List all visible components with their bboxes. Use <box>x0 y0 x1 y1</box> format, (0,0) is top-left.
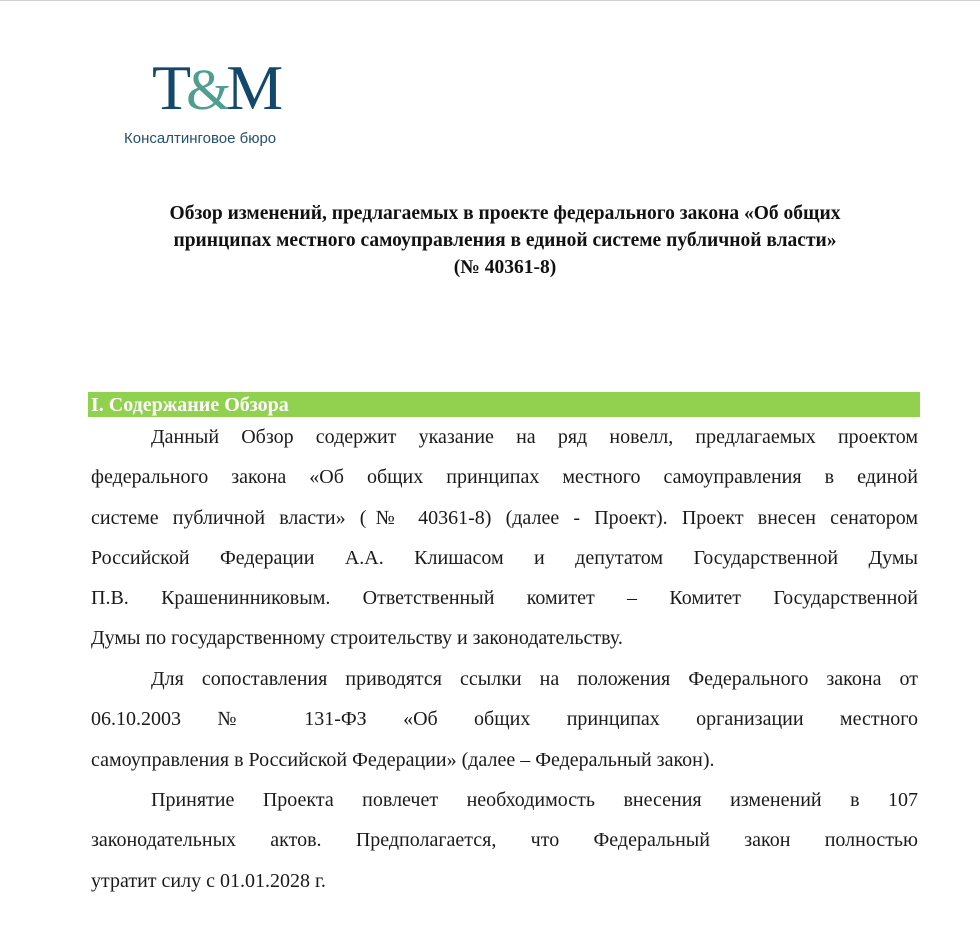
logo-letter-t: T <box>152 52 190 123</box>
company-logo <box>118 52 318 152</box>
text-line: Для сопоставления приводятся ссылки на положения Федерального закона от <box>151 668 918 690</box>
page-edge <box>0 0 980 1</box>
paragraph-1 <box>91 417 918 659</box>
text-line: федерального закона «Об общих принципах местного самоуправления в единой <box>91 466 918 489</box>
document-title <box>60 200 950 281</box>
section-heading: I. Содержание Обзора <box>91 394 289 416</box>
text-line: системе публичной власти» (№ 40361-8) (далее - Проект). Проект внесен сенатором <box>91 506 918 529</box>
text-line: Принятие Проекта повлечет необходимость внесения изменений в 107 <box>151 789 918 811</box>
paragraph-2 <box>91 659 918 780</box>
text-line: 06.10.2003 № 131-ФЗ «Об общих принципах организации местного <box>91 708 918 731</box>
text-line: П.В. Крашенинниковым. Ответственный комитет – Комитет Государственной <box>91 587 918 610</box>
logo-letter-m: M <box>226 52 282 123</box>
text-line: Думы по государственному строительству и законодательству. <box>91 627 623 650</box>
text-line: Российской Федерации А.А. Клишасом и депутатом Государственной Думы <box>91 546 918 569</box>
text-line: самоуправления в Российской Федерации» (далее – Федеральный закон). <box>91 748 715 771</box>
logo-subtitle: Консалтинговое бюро <box>124 130 277 147</box>
logo-mark <box>152 52 282 123</box>
logo-ampersand: & <box>186 57 230 122</box>
text-line: утратит силу с 01.01.2028 г. <box>91 869 326 892</box>
title-line: (№ 40361-8) <box>453 257 557 278</box>
text-line: законодательных актов. Предполагается, что Федеральный закон полностью <box>91 829 918 852</box>
paragraph-3 <box>91 780 918 901</box>
text-line: Данный Обзор содержит указание на ряд новелл, предлагаемых проектом <box>151 426 918 448</box>
title-line: Обзор изменений, предлагаемых в проекте федерального закона «Об общих <box>169 203 841 224</box>
title-line: принципах местного самоуправления в единой системе публичной власти» <box>173 230 837 251</box>
